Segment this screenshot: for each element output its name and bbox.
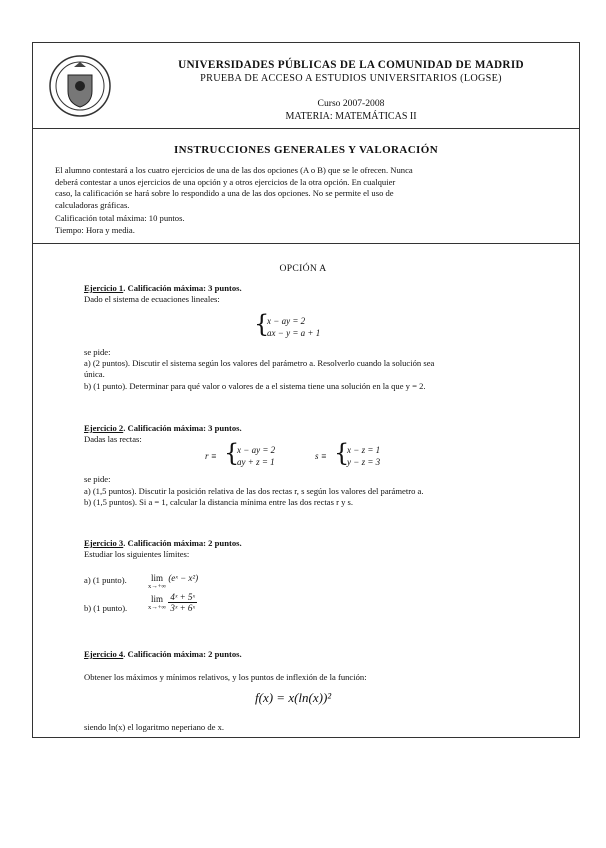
exercise-1-se-pide: se pide: — [84, 347, 111, 357]
exercise-2-part-a: a) (1,5 puntos). Discutir la posición relativa de las dos rectas r, s según los valores del parámetro a. — [84, 486, 424, 496]
system-equation-1: x − ay = 2 — [267, 316, 306, 326]
line-r-brace: { — [224, 439, 240, 467]
exercise-1-score: . Calificación máxima: 3 puntos. — [123, 283, 242, 293]
exercise-4-heading — [84, 649, 242, 661]
limit-b-subscript: x→+∞ — [148, 604, 167, 611]
total-score: Calificación total máxima: 10 puntos. — [55, 213, 185, 223]
university-name: UNIVERSIDADES PÚBLICAS DE LA COMUNIDAD DE MADRID — [178, 59, 524, 71]
exercise-2-part-b: b) (1,5 puntos). Si a = 1, calcular la distancia mínima entre las dos rectas r y s. — [84, 497, 354, 507]
limit-b-numerator: 4ˣ + 5ˣ — [170, 592, 195, 602]
exercise-3-intro: Estudiar los siguientes límites: — [84, 549, 190, 559]
line-r-equation-1: x − ay = 2 — [237, 445, 276, 455]
instructions-line: El alumno contestará a los cuatro ejercicios de una de las dos opciones (A o B) que se le ofrecen. Nunca — [55, 165, 413, 175]
function-formula: f(x) = x(ln(x))² — [255, 690, 332, 705]
exercise-4-score: . Calificación máxima: 2 puntos. — [123, 649, 242, 659]
instructions-title: INSTRUCCIONES GENERALES Y VALORACIÓN — [173, 144, 439, 156]
score-and-time — [55, 213, 185, 236]
section-divider — [32, 243, 580, 244]
line-s-brace: { — [334, 439, 350, 467]
exercise-1-title: Ejercicio 1 — [84, 283, 124, 293]
instructions-line: calculadoras gráficas. — [55, 199, 130, 210]
limit-b — [148, 592, 197, 613]
time-limit: Tiempo: Hora y media. — [55, 224, 135, 235]
exercise-4-title: Ejercicio 4 — [84, 649, 124, 659]
option-heading: OPCIÓN A — [279, 263, 327, 274]
exercise-1-intro: Dado el sistema de ecuaciones lineales: — [84, 294, 220, 304]
exercise-2-score: . Calificación máxima: 3 puntos. — [123, 423, 242, 433]
exercise-1-heading — [84, 283, 242, 295]
course-year: Curso 2007-2008 — [317, 98, 385, 109]
exercise-1-part-a: a) (2 puntos). Discutir el sistema según los valores del parámetro a. Resolverlo cuando la solución sea — [84, 358, 435, 368]
limit-b-operator: lim — [151, 594, 164, 604]
exercise-2-title: Ejercicio 2 — [84, 423, 124, 433]
instructions-line: deberá contestar a unos ejercicios de una opción y a otros ejercicios de la otra opción. En cualquier — [55, 176, 396, 187]
exercise-4-intro: Obtener los máximos y mínimos relativos, y los puntos de inflexión de la función: — [84, 672, 367, 682]
line-r-label: r ≡ — [205, 451, 217, 461]
instructions-line: caso, la calificación se hará sobre lo respondido a una de las dos opciones. No se permite el uso de — [55, 188, 394, 199]
line-s-label: s ≡ — [315, 451, 327, 461]
exam-name: PRUEBA DE ACCESO A ESTUDIOS UNIVERSITARIOS (LOGSE) — [200, 73, 502, 84]
limit-b-denominator: 3ˣ + 6ˣ — [170, 603, 195, 613]
limit-a-subscript: x→+∞ — [148, 583, 167, 590]
exercise-1-part-b: b) (1 punto). Determinar para qué valor o valores de a el sistema tiene una solución en la que y = 2. — [84, 381, 426, 391]
exercise-2-heading — [84, 423, 242, 435]
limit-a-expression: (eˣ − x²) — [168, 573, 199, 583]
exercise-1-part-a-cont: única. — [84, 369, 105, 379]
university-seal-icon — [49, 53, 111, 119]
limit-a — [148, 573, 198, 590]
system-brace: { — [254, 310, 270, 338]
instructions-text — [55, 165, 555, 211]
line-r-equation-2: ay + z = 1 — [237, 457, 275, 467]
limit-b-fraction — [168, 592, 197, 613]
line-s-equation-1: x − z = 1 — [347, 445, 381, 455]
limit-b-label: b) (1 punto). — [84, 603, 128, 613]
exercise-4-note: siendo ln(x) el logaritmo neperiano de x. — [84, 722, 225, 732]
exercise-3-title: Ejercicio 3 — [84, 538, 124, 548]
exercise-3-score: . Calificación máxima: 2 puntos. — [123, 538, 242, 548]
exam-header — [33, 43, 579, 129]
subject-name: MATERIA: MATEMÁTICAS II — [285, 111, 417, 122]
exercise-2-se-pide: se pide: — [84, 474, 111, 484]
exercise-2-intro: Dadas las rectas: — [84, 434, 142, 444]
exercise-3-heading — [84, 538, 242, 550]
system-equation-2: ax − y = a + 1 — [267, 328, 321, 338]
line-s-equation-2: y − z = 3 — [347, 457, 381, 467]
limit-a-label: a) (1 punto). — [84, 575, 127, 585]
limit-a-operator: lim — [151, 573, 164, 583]
